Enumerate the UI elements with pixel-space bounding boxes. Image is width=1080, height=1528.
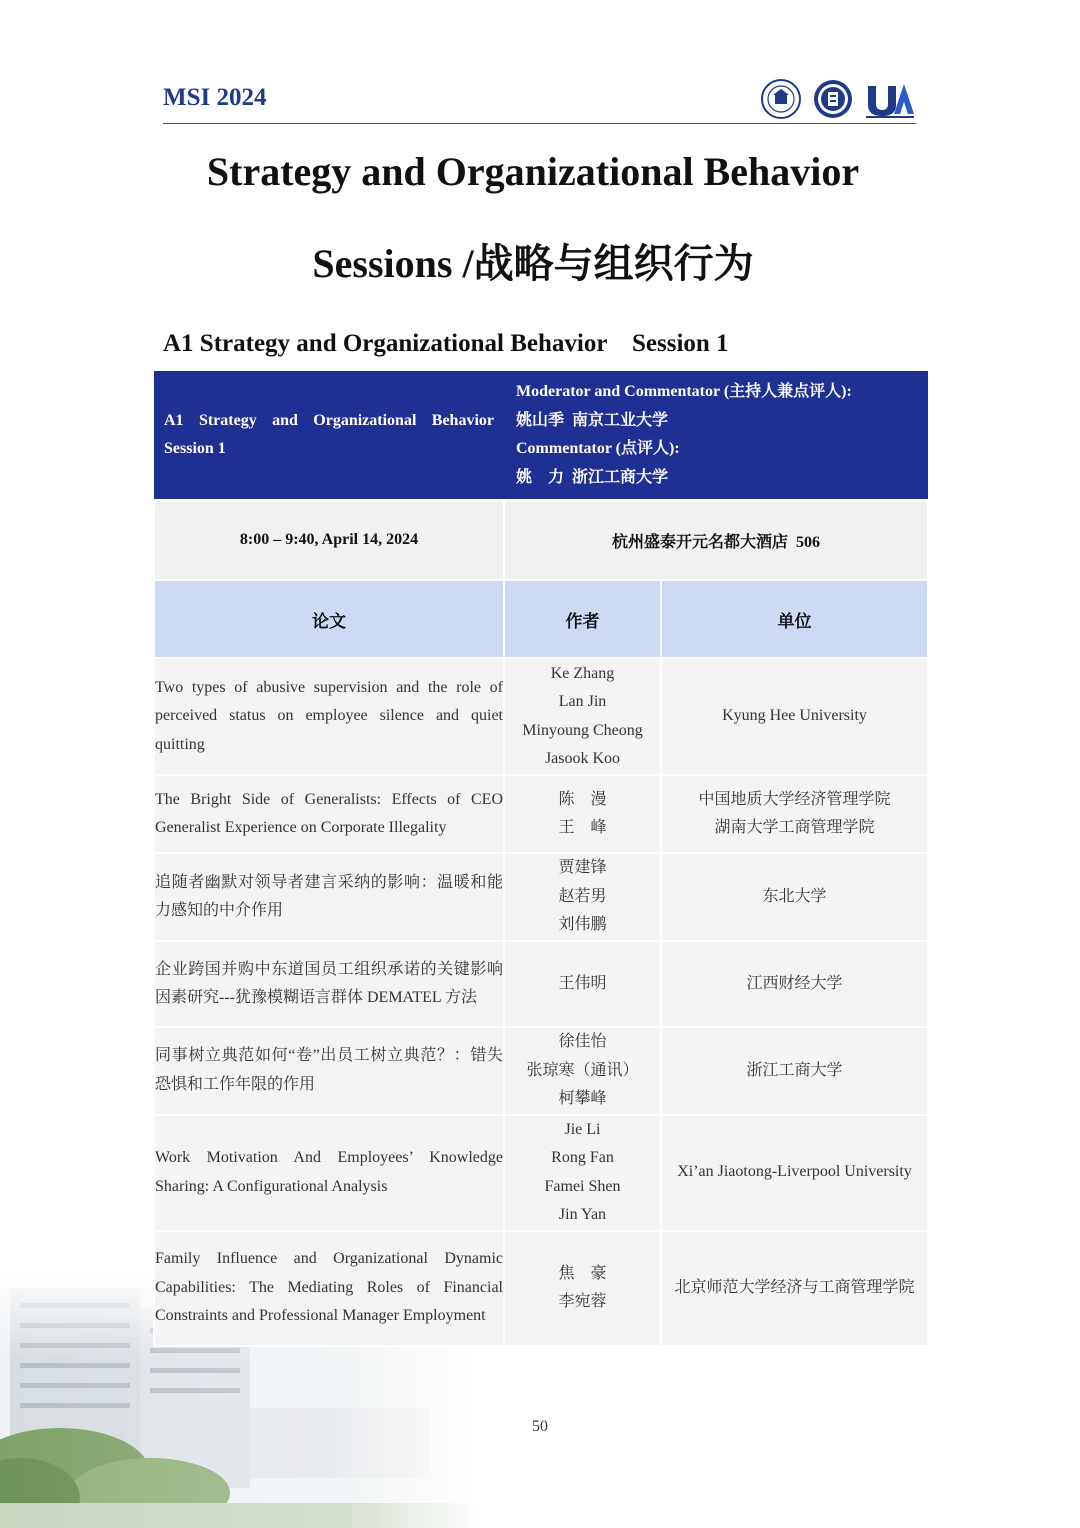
moderator-info: [504, 371, 928, 500]
affiliation-name: 中国地质大学经济管理学院: [698, 790, 891, 808]
session-heading: A1 Strategy and Organizational Behavior Session 1: [163, 330, 729, 357]
author-name: Rong Fan: [551, 1149, 614, 1166]
paper-affiliation: [661, 1027, 928, 1115]
author-name: Minyoung Cheong: [522, 721, 643, 739]
conference-title: MSI 2024: [163, 84, 267, 111]
paper-title: 同事树立典范如何“卷”出员工树立典范？：错失恐惧和工作年限的作用: [154, 1027, 504, 1115]
header-divider: [163, 123, 916, 124]
paper-title: Family Influence and Organizational Dynamic Capabilities: The Mediating Roles of Financial Constraints and Professional Manager Employment: [154, 1231, 504, 1346]
page-title-line-2: Sessions /战略与组织行为: [312, 241, 754, 286]
affiliation-name: 江西财经大学: [746, 974, 843, 992]
affiliation-name: 浙江工商大学: [746, 1061, 843, 1079]
affiliation-name: 东北大学: [762, 887, 827, 905]
moderator-name: 姚山季 南京工业大学: [516, 411, 669, 429]
affiliation-name: Xi’an Jiaotong-Liverpool University: [677, 1163, 912, 1181]
paper-title: Two types of abusive supervision and the role of perceived status on employee silence and quiet quitting: [154, 658, 504, 775]
table-row: [154, 1027, 928, 1115]
commentator-name: 姚 力 浙江工商大学: [516, 468, 669, 486]
affiliation-name: Kyung Hee University: [722, 707, 867, 725]
affiliation-name: 湖南大学工商管理学院: [714, 819, 875, 836]
paper-authors: [504, 853, 661, 941]
author-name: Jie Li: [564, 1120, 601, 1138]
author-name: 李宛蓉: [558, 1293, 607, 1310]
author-name: 赵若男: [558, 887, 607, 905]
column-header-paper: 论文: [154, 580, 504, 658]
paper-title: The Bright Side of Generalists: Effects of CEO Generalist Experience on Corporate Illegality: [154, 775, 504, 853]
session-label: A1 Strategy and Organizational Behavior Session 1: [154, 371, 504, 500]
paper-title: 追随者幽默对领导者建言采纳的影响：温暖和能力感知的中介作用: [154, 853, 504, 941]
author-name: 柯攀峰: [558, 1090, 607, 1107]
paper-title: 企业跨国并购中东道国员工组织承诺的关键影响因素研究---犹豫模糊语言群体 DEMATEL 方法: [154, 941, 504, 1027]
table-row: [154, 853, 928, 941]
session-header-row: [154, 371, 928, 500]
table-row: [154, 775, 928, 853]
author-name: Jasook Koo: [544, 750, 621, 767]
author-name: Famei Shen: [544, 1177, 621, 1195]
commentator-label: Commentator (点评人):: [516, 440, 680, 457]
paper-affiliation: [661, 1231, 928, 1346]
paper-authors: [504, 658, 661, 775]
column-header-affiliation: 单位: [661, 580, 928, 658]
university-emblem-icon: [812, 78, 854, 125]
paper-authors: [504, 941, 661, 1027]
author-name: 焦 豪: [558, 1264, 607, 1282]
column-header-row: [154, 580, 928, 658]
paper-authors: [504, 775, 661, 853]
table-row: [154, 1115, 928, 1231]
author-name: Ke Zhang: [550, 664, 615, 682]
author-name: 王 峰: [558, 819, 607, 836]
paper-authors: [504, 1115, 661, 1231]
table-row: [154, 1231, 928, 1346]
paper-authors: [504, 1027, 661, 1115]
author-name: 张琼寒（通讯）: [526, 1061, 639, 1079]
table-row: [154, 941, 928, 1027]
affiliation-name: 北京师范大学经济与工商管理学院: [674, 1278, 915, 1296]
paper-affiliation: [661, 775, 928, 853]
moderator-label: Moderator and Commentator (主持人兼点评人):: [516, 383, 852, 400]
author-name: Jin Yan: [558, 1206, 607, 1223]
session-time: 8:00 – 9:40, April 14, 2024: [154, 500, 504, 580]
time-venue-row: [154, 500, 928, 580]
msi-logo-icon: [864, 78, 916, 125]
session-schedule-table: [153, 371, 929, 1347]
author-name: Lan Jin: [558, 693, 607, 710]
paper-affiliation: [661, 1115, 928, 1231]
paper-affiliation: [661, 941, 928, 1027]
author-name: 王伟明: [558, 974, 607, 992]
author-name: 贾建锋: [558, 859, 607, 877]
author-name: 刘伟鹏: [558, 916, 607, 934]
author-name: 陈 漫: [558, 790, 607, 808]
paper-affiliation: [661, 658, 928, 775]
table-row: [154, 658, 928, 775]
session-venue: 杭州盛泰开元名都大酒店 506: [504, 500, 928, 580]
page-title-line-1: Strategy and Organizational Behavior: [206, 149, 860, 194]
university-seal-icon: [760, 78, 802, 125]
paper-authors: [504, 1231, 661, 1346]
author-name: 徐佳怡: [558, 1033, 607, 1050]
paper-affiliation: [661, 853, 928, 941]
column-header-author: 作者: [504, 580, 661, 658]
page-number: 50: [532, 1418, 548, 1435]
paper-title: Work Motivation And Employees’ Knowledge Sharing: A Configurational Analysis: [154, 1115, 504, 1231]
